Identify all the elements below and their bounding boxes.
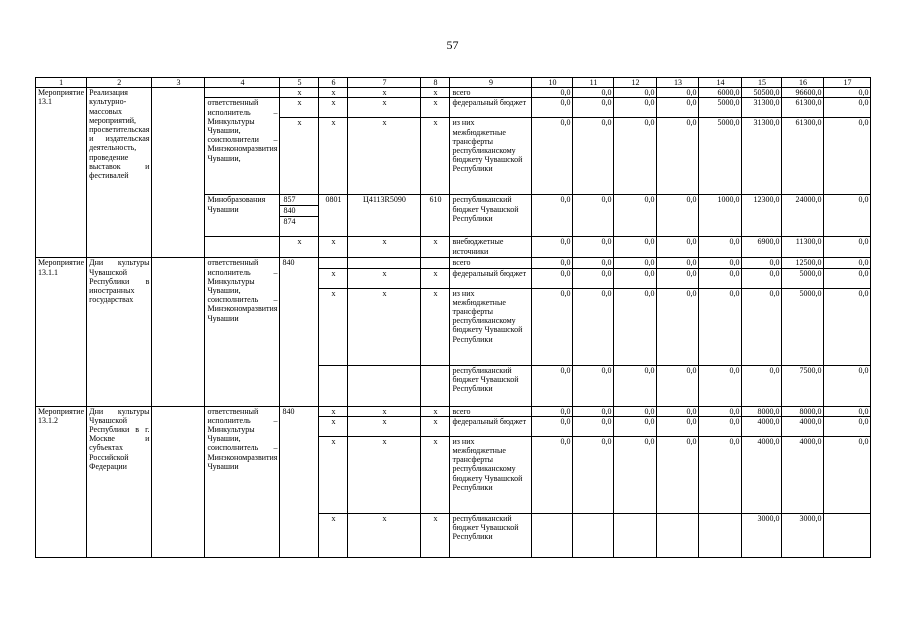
value-cell: 0,0 bbox=[699, 436, 742, 513]
value-cell: 0,0 bbox=[614, 258, 657, 268]
csr-cell: Ц4113R5090 bbox=[348, 195, 421, 237]
rz-pr-cell: x bbox=[319, 98, 348, 118]
value-cell: 0,0 bbox=[824, 416, 871, 436]
header-cell: 1 bbox=[36, 78, 87, 88]
header-cell: 3 bbox=[152, 78, 205, 88]
source-cell: из них межбюджетные трансферты республиканскому бюджету Чувашской Республики bbox=[450, 118, 532, 195]
vr-cell: x bbox=[421, 88, 450, 98]
budget-table bbox=[35, 77, 871, 558]
value-cell: 0,0 bbox=[824, 436, 871, 513]
rz-pr-cell: x bbox=[319, 88, 348, 98]
value-cell: 4000,0 bbox=[742, 436, 782, 513]
value-cell: 0,0 bbox=[657, 288, 699, 365]
source-cell: республиканский бюджет Чувашской Республики bbox=[450, 195, 532, 237]
source-cell: федеральный бюджет bbox=[450, 268, 532, 288]
value-cell: 0,0 bbox=[699, 416, 742, 436]
header-cell: 10 bbox=[532, 78, 573, 88]
value-cell bbox=[614, 513, 657, 557]
event-name: Дни культуры Чувашской Республики в иностранных государствах bbox=[87, 258, 152, 406]
table-row bbox=[36, 406, 871, 416]
header-cell: 15 bbox=[742, 78, 782, 88]
rz-pr-cell bbox=[319, 365, 348, 406]
csr-cell: x bbox=[348, 88, 421, 98]
rz-pr-cell: x bbox=[319, 436, 348, 513]
value-cell: 0,0 bbox=[532, 416, 573, 436]
event-code: Мероприятие 13.1.2 bbox=[36, 406, 87, 557]
vr-cell: x bbox=[421, 436, 450, 513]
value-cell: 5000,0 bbox=[782, 288, 824, 365]
value-cell: 0,0 bbox=[657, 416, 699, 436]
source-cell: из них межбюджетные трансферты республиканскому бюджету Чувашской Республики bbox=[450, 288, 532, 365]
value-cell: 0,0 bbox=[573, 258, 614, 268]
rz-pr-cell: x bbox=[319, 416, 348, 436]
value-cell: 5000,0 bbox=[699, 98, 742, 118]
value-cell: 3000,0 bbox=[782, 513, 824, 557]
grbs-code: 874 bbox=[283, 217, 296, 227]
source-cell: всего bbox=[450, 258, 532, 268]
vr-cell: x bbox=[421, 288, 450, 365]
value-cell: 0,0 bbox=[657, 118, 699, 195]
grbs-code: 857 bbox=[280, 195, 318, 206]
value-cell: 96600,0 bbox=[782, 88, 824, 98]
value-cell: 8000,0 bbox=[782, 406, 824, 416]
value-cell: 3000,0 bbox=[742, 513, 782, 557]
value-cell: 0,0 bbox=[614, 416, 657, 436]
value-cell: 0,0 bbox=[657, 258, 699, 268]
vr-cell bbox=[421, 365, 450, 406]
rz-pr-cell: x bbox=[319, 237, 348, 258]
value-cell: 0,0 bbox=[614, 406, 657, 416]
header-cell: 17 bbox=[824, 78, 871, 88]
value-cell: 0,0 bbox=[699, 365, 742, 406]
grbs-cell bbox=[280, 195, 319, 237]
vr-cell: 610 bbox=[421, 195, 450, 237]
source-cell: республиканский бюджет Чувашской Республики bbox=[450, 513, 532, 557]
grbs-cell: 840 bbox=[280, 258, 319, 406]
responsible-cell: ответственный исполнитель – Минкультуры Чувашии, соисполнитель – Минэкономразвития Чувашии bbox=[205, 406, 280, 557]
value-cell: 6000,0 bbox=[699, 88, 742, 98]
value-cell: 0,0 bbox=[532, 365, 573, 406]
grbs-cell: x bbox=[280, 88, 319, 98]
csr-cell: x bbox=[348, 98, 421, 118]
value-cell: 0,0 bbox=[824, 98, 871, 118]
value-cell bbox=[824, 513, 871, 557]
blank-cell bbox=[205, 88, 280, 98]
value-cell: 0,0 bbox=[614, 118, 657, 195]
grbs-cell: x bbox=[280, 118, 319, 195]
value-cell: 0,0 bbox=[699, 288, 742, 365]
source-cell: республиканский бюджет Чувашской Республики bbox=[450, 365, 532, 406]
value-cell: 4000,0 bbox=[782, 416, 824, 436]
header-cell: 2 bbox=[87, 78, 152, 88]
value-cell: 0,0 bbox=[824, 406, 871, 416]
source-cell: из них межбюджетные трансферты республиканскому бюджету Чувашской Республики bbox=[450, 436, 532, 513]
header-cell: 13 bbox=[657, 78, 699, 88]
event-name: Реализация культурно-массовых мероприятий, просветительская и издательская деятельность, проведение выставок и фестивалей bbox=[87, 88, 152, 258]
value-cell: 0,0 bbox=[824, 288, 871, 365]
value-cell bbox=[699, 513, 742, 557]
csr-cell bbox=[348, 365, 421, 406]
value-cell: 50500,0 bbox=[742, 88, 782, 98]
value-cell: 0,0 bbox=[573, 195, 614, 237]
value-cell bbox=[657, 513, 699, 557]
value-cell: 0,0 bbox=[532, 195, 573, 237]
value-cell: 0,0 bbox=[573, 406, 614, 416]
value-cell: 0,0 bbox=[573, 88, 614, 98]
value-cell: 0,0 bbox=[824, 195, 871, 237]
table-row bbox=[36, 88, 871, 98]
value-cell: 61300,0 bbox=[782, 98, 824, 118]
value-cell: 0,0 bbox=[614, 195, 657, 237]
value-cell: 0,0 bbox=[532, 88, 573, 98]
rz-pr-cell: x bbox=[319, 268, 348, 288]
value-cell: 0,0 bbox=[742, 288, 782, 365]
blank-cell bbox=[205, 237, 280, 258]
value-cell: 0,0 bbox=[573, 288, 614, 365]
value-cell: 0,0 bbox=[573, 237, 614, 258]
csr-cell: x bbox=[348, 268, 421, 288]
value-cell: 0,0 bbox=[573, 436, 614, 513]
value-cell: 12500,0 bbox=[782, 258, 824, 268]
value-cell: 0,0 bbox=[824, 258, 871, 268]
csr-cell: x bbox=[348, 416, 421, 436]
header-cell: 7 bbox=[348, 78, 421, 88]
value-cell: 0,0 bbox=[657, 98, 699, 118]
vr-cell: x bbox=[421, 118, 450, 195]
value-cell: 0,0 bbox=[824, 268, 871, 288]
rz-pr-cell: x bbox=[319, 288, 348, 365]
value-cell: 0,0 bbox=[699, 268, 742, 288]
value-cell: 0,0 bbox=[573, 98, 614, 118]
csr-cell: x bbox=[348, 237, 421, 258]
rz-pr-cell: x bbox=[319, 406, 348, 416]
source-cell: всего bbox=[450, 88, 532, 98]
value-cell: 0,0 bbox=[573, 416, 614, 436]
value-cell: 0,0 bbox=[532, 406, 573, 416]
value-cell: 0,0 bbox=[657, 195, 699, 237]
value-cell: 11300,0 bbox=[782, 237, 824, 258]
value-cell: 0,0 bbox=[614, 237, 657, 258]
value-cell: 4000,0 bbox=[742, 416, 782, 436]
value-cell: 0,0 bbox=[573, 268, 614, 288]
vr-cell: x bbox=[421, 406, 450, 416]
value-cell: 0,0 bbox=[824, 365, 871, 406]
source-cell: внебюджетные источники bbox=[450, 237, 532, 258]
event-name: Дни культуры Чувашской Республики в г. Москве и субъектах Российской Федерации bbox=[87, 406, 152, 557]
header-cell: 16 bbox=[782, 78, 824, 88]
value-cell: 0,0 bbox=[614, 288, 657, 365]
value-cell: 0,0 bbox=[657, 237, 699, 258]
value-cell: 0,0 bbox=[532, 288, 573, 365]
csr-cell: x bbox=[348, 436, 421, 513]
value-cell: 0,0 bbox=[573, 118, 614, 195]
source-cell: федеральный бюджет bbox=[450, 416, 532, 436]
vr-cell: x bbox=[421, 268, 450, 288]
value-cell: 31300,0 bbox=[742, 98, 782, 118]
grbs-cell: x bbox=[280, 98, 319, 118]
value-cell: 0,0 bbox=[657, 268, 699, 288]
value-cell: 0,0 bbox=[532, 436, 573, 513]
header-row bbox=[36, 78, 871, 88]
value-cell: 0,0 bbox=[532, 118, 573, 195]
csr-cell bbox=[348, 258, 421, 268]
value-cell bbox=[532, 513, 573, 557]
vr-cell: x bbox=[421, 237, 450, 258]
vr-cell bbox=[421, 258, 450, 268]
source-cell: всего bbox=[450, 406, 532, 416]
value-cell bbox=[573, 513, 614, 557]
responsible-cell: ответственный исполнитель – Минкультуры Чувашии, соисполнитель – Минэкономразвития Чувашии bbox=[205, 258, 280, 406]
header-cell: 9 bbox=[450, 78, 532, 88]
rz-pr-cell: x bbox=[319, 118, 348, 195]
value-cell: 0,0 bbox=[699, 258, 742, 268]
rz-pr-cell: 0801 bbox=[319, 195, 348, 237]
value-cell: 0,0 bbox=[573, 365, 614, 406]
value-cell: 31300,0 bbox=[742, 118, 782, 195]
table-row bbox=[36, 258, 871, 268]
grbs-code: 840 bbox=[280, 206, 318, 217]
vr-cell: x bbox=[421, 98, 450, 118]
value-cell: 5000,0 bbox=[699, 118, 742, 195]
csr-cell: x bbox=[348, 118, 421, 195]
value-cell: 24000,0 bbox=[782, 195, 824, 237]
header-cell: 8 bbox=[421, 78, 450, 88]
value-cell: 0,0 bbox=[699, 406, 742, 416]
value-cell: 0,0 bbox=[657, 436, 699, 513]
grbs-cell: x bbox=[280, 237, 319, 258]
grbs-cell: 840 bbox=[280, 406, 319, 557]
value-cell: 0,0 bbox=[657, 406, 699, 416]
value-cell: 0,0 bbox=[824, 88, 871, 98]
header-cell: 11 bbox=[573, 78, 614, 88]
value-cell: 5000,0 bbox=[782, 268, 824, 288]
blank-cell bbox=[152, 88, 205, 258]
value-cell: 0,0 bbox=[532, 258, 573, 268]
value-cell: 0,0 bbox=[657, 365, 699, 406]
value-cell: 0,0 bbox=[824, 237, 871, 258]
value-cell: 0,0 bbox=[742, 258, 782, 268]
value-cell: 0,0 bbox=[742, 365, 782, 406]
csr-cell: x bbox=[348, 513, 421, 557]
value-cell: 0,0 bbox=[614, 98, 657, 118]
value-cell: 0,0 bbox=[614, 365, 657, 406]
value-cell: 0,0 bbox=[824, 118, 871, 195]
value-cell: 6900,0 bbox=[742, 237, 782, 258]
value-cell: 0,0 bbox=[532, 268, 573, 288]
event-code: Мероприятие 13.1.1 bbox=[36, 258, 87, 406]
value-cell: 0,0 bbox=[614, 88, 657, 98]
rz-pr-cell bbox=[319, 258, 348, 268]
value-cell: 8000,0 bbox=[742, 406, 782, 416]
header-cell: 14 bbox=[699, 78, 742, 88]
value-cell: 1000,0 bbox=[699, 195, 742, 237]
responsible-cell: Минобразования Чувашии bbox=[205, 195, 280, 237]
source-cell: федеральный бюджет bbox=[450, 98, 532, 118]
value-cell: 7500,0 bbox=[782, 365, 824, 406]
header-cell: 6 bbox=[319, 78, 348, 88]
header-cell: 5 bbox=[280, 78, 319, 88]
value-cell: 4000,0 bbox=[782, 436, 824, 513]
vr-cell: x bbox=[421, 513, 450, 557]
value-cell: 0,0 bbox=[614, 436, 657, 513]
value-cell: 0,0 bbox=[614, 268, 657, 288]
value-cell: 0,0 bbox=[657, 88, 699, 98]
value-cell: 0,0 bbox=[699, 237, 742, 258]
event-code: Мероприятие 13.1 bbox=[36, 88, 87, 258]
vr-cell: x bbox=[421, 416, 450, 436]
blank-cell bbox=[152, 258, 205, 406]
value-cell: 0,0 bbox=[742, 268, 782, 288]
csr-cell: x bbox=[348, 406, 421, 416]
rz-pr-cell: x bbox=[319, 513, 348, 557]
header-cell: 4 bbox=[205, 78, 280, 88]
page-number: 57 bbox=[446, 38, 459, 52]
responsible-cell: ответственный исполнитель – Минкультуры Чувашии, соисполнители – Минэкономразвития Чувашии, bbox=[205, 98, 280, 195]
header-cell: 12 bbox=[614, 78, 657, 88]
blank-cell bbox=[152, 406, 205, 557]
csr-cell: x bbox=[348, 288, 421, 365]
value-cell: 0,0 bbox=[532, 237, 573, 258]
value-cell: 61300,0 bbox=[782, 118, 824, 195]
value-cell: 12300,0 bbox=[742, 195, 782, 237]
value-cell: 0,0 bbox=[532, 98, 573, 118]
